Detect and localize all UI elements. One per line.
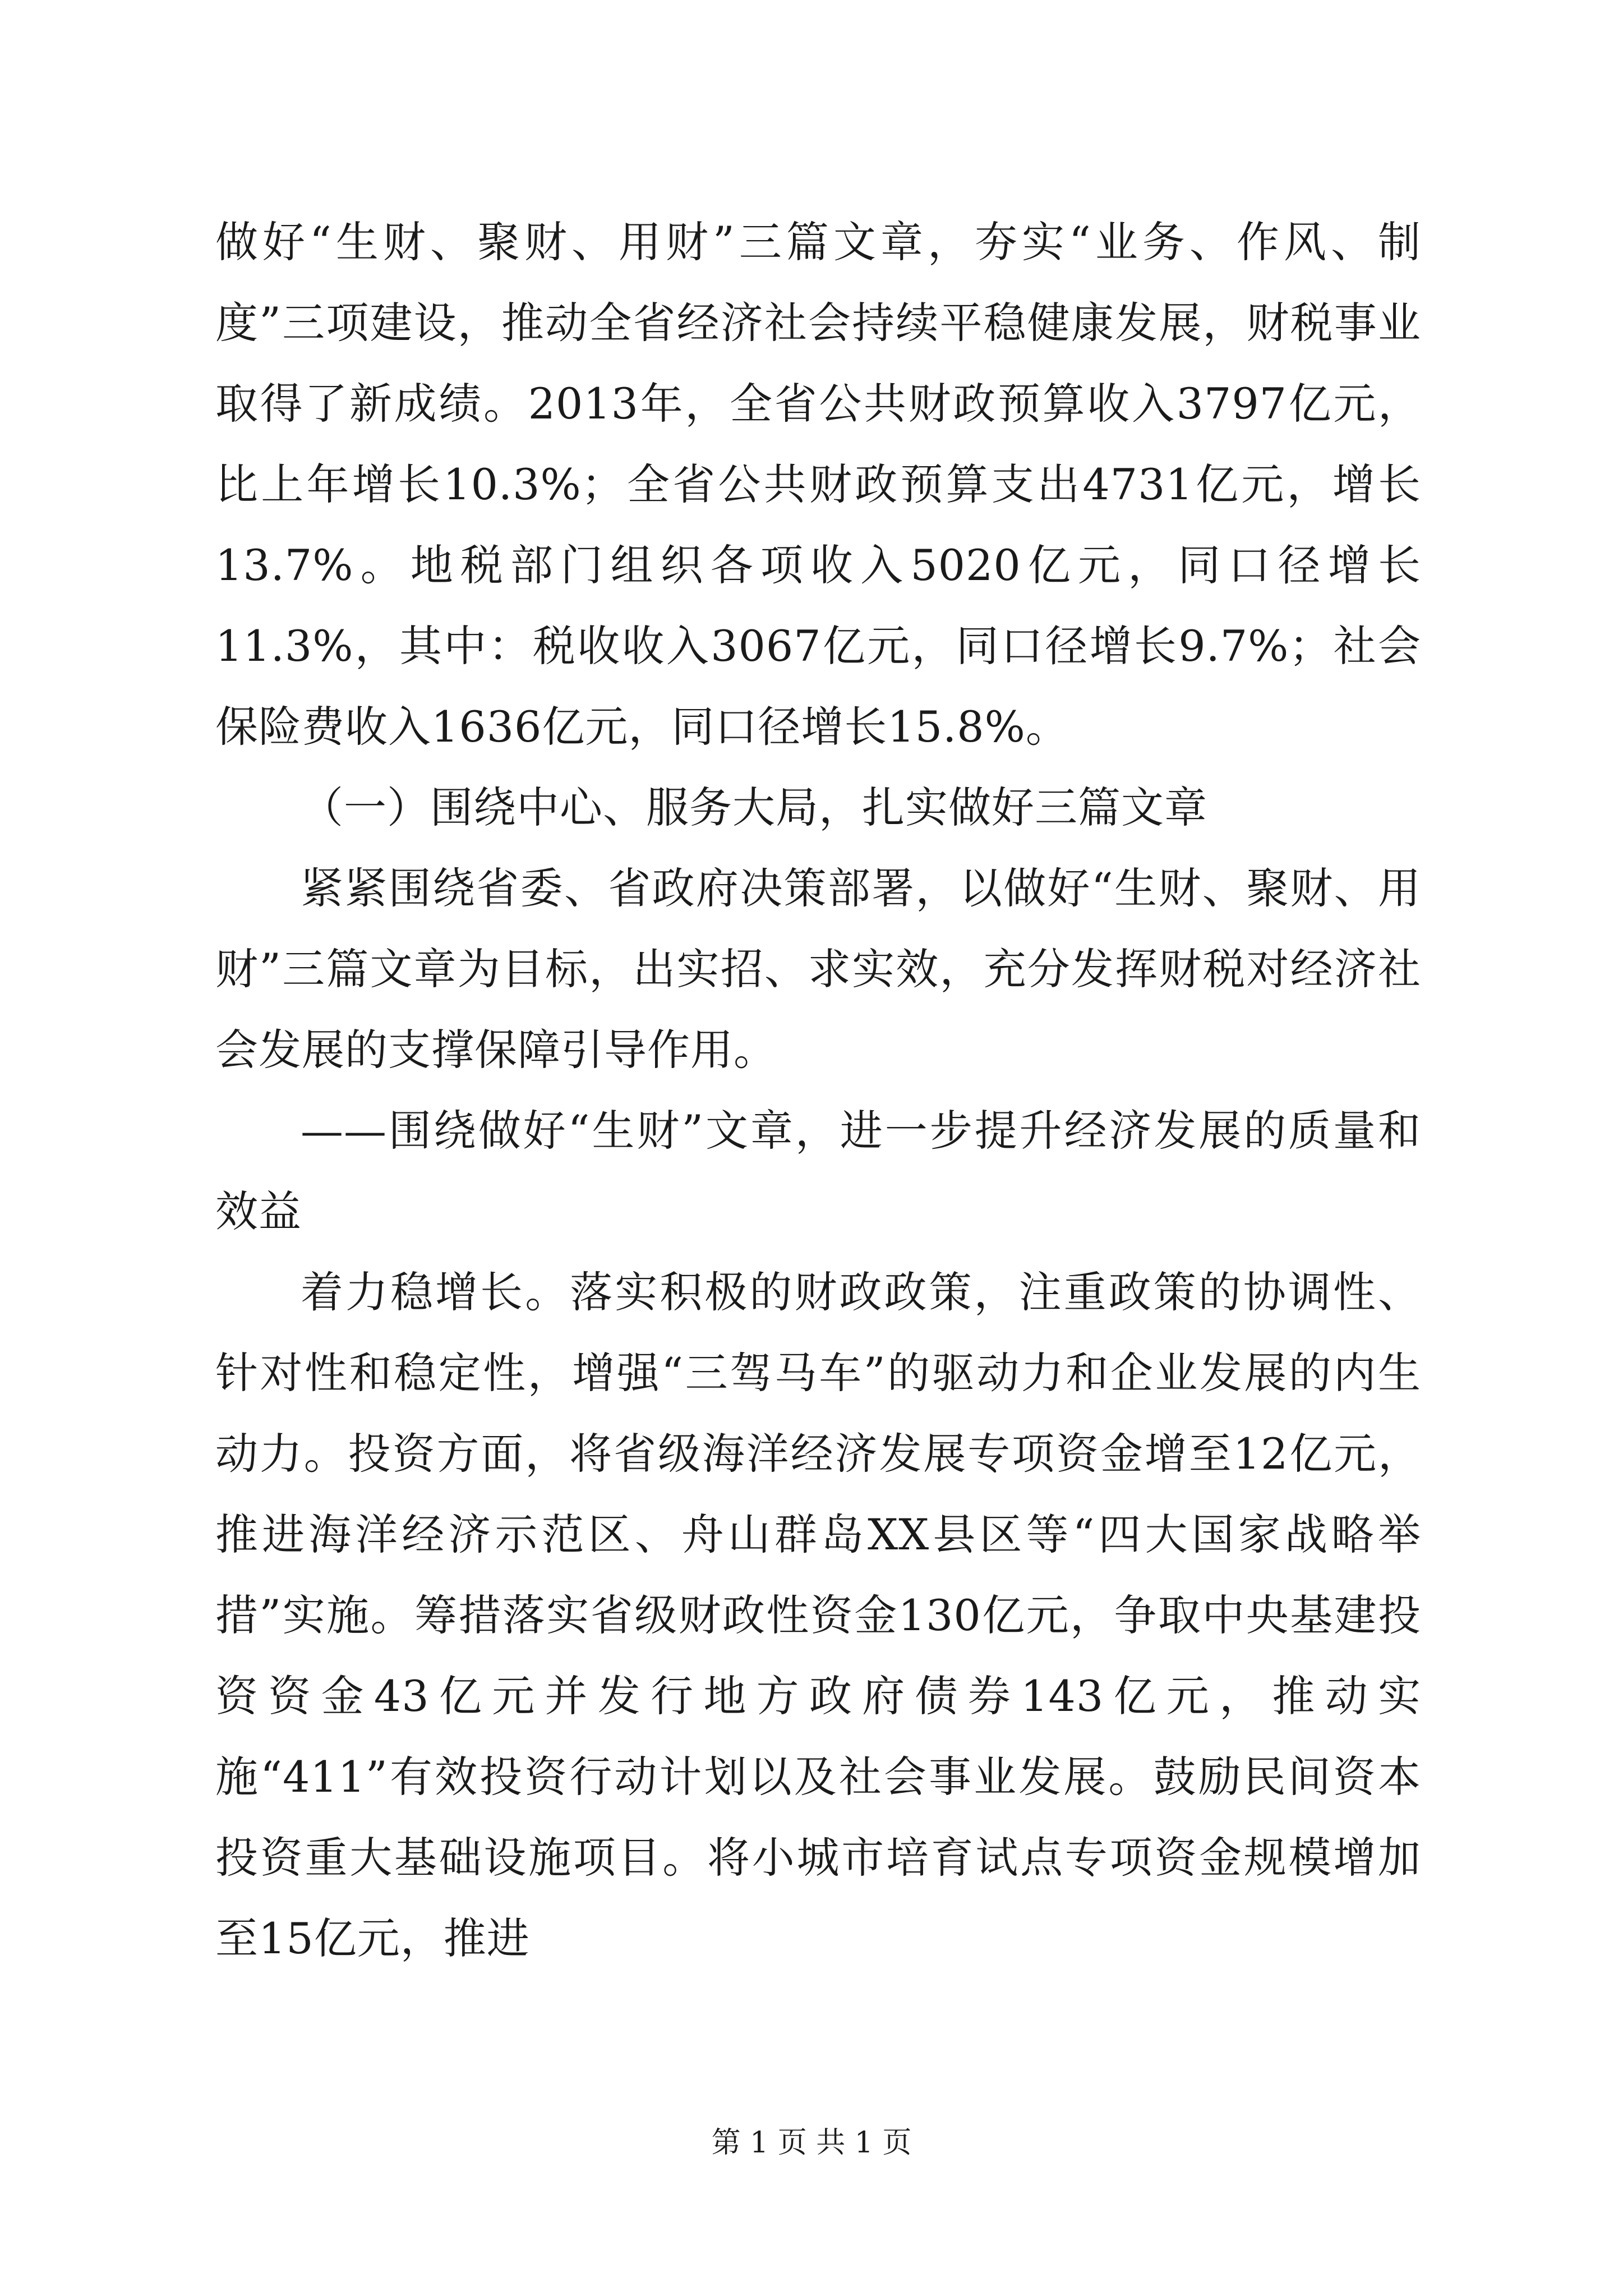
page-footer [0, 2120, 1623, 2165]
section-heading: （一）围绕中心、服务大局，扎实做好三篇文章 [301, 783, 1207, 832]
document-body [215, 202, 1421, 1979]
paragraph-summary: 做好“生财、聚财、用财”三篇文章，夯实“业务、作风、制度”三项建设，推动全省经济社会持续平稳健康发展，财税事业取得了新成绩。2013年，全省公共财政预算收入3797亿元，比上年增长10.3%；全省公共财政预算支出4731亿元，增长13.7%。地税部门组织各项收入5020亿元，同口径增长11.3%，其中：税收收入3067亿元，同口径增长9.7%；社会保险费收入1636亿元，同口径增长15.8%。 [215, 217, 1421, 752]
paragraph-intro: 紧紧围绕省委、省政府决策部署，以做好“生财、聚财、用财”三篇文章为目标，出实招、求实效，充分发挥财税对经济社会发展的支撑保障引导作用。 [215, 863, 1421, 1075]
page-number-label: 第 1 页 共 1 页 [711, 2126, 912, 2160]
paragraph-growth: 着力稳增长。落实积极的财政政策，注重政策的协调性、针对性和稳定性，增强“三驾马车”的驱动力和企业发展的内生动力。投资方面，将省级海洋经济发展专项资金增至12亿元，推进海洋经济示范区、舟山群岛XX县区等“四大国家战略举措”实施。筹措落实省级财政性资金130亿元，争取中央基建投资资金43亿元并发行地方政府债券143亿元，推动实施“411”有效投资行动计划以及社会事业发展。鼓励民间资本投资重大基础设施项目。将小城市培育试点专项资金规模增加至15亿元，推进 [215, 1267, 1421, 1963]
paragraph-subheading: ——围绕做好“生财”文章，进一步提升经济发展的质量和效益 [215, 1106, 1421, 1236]
